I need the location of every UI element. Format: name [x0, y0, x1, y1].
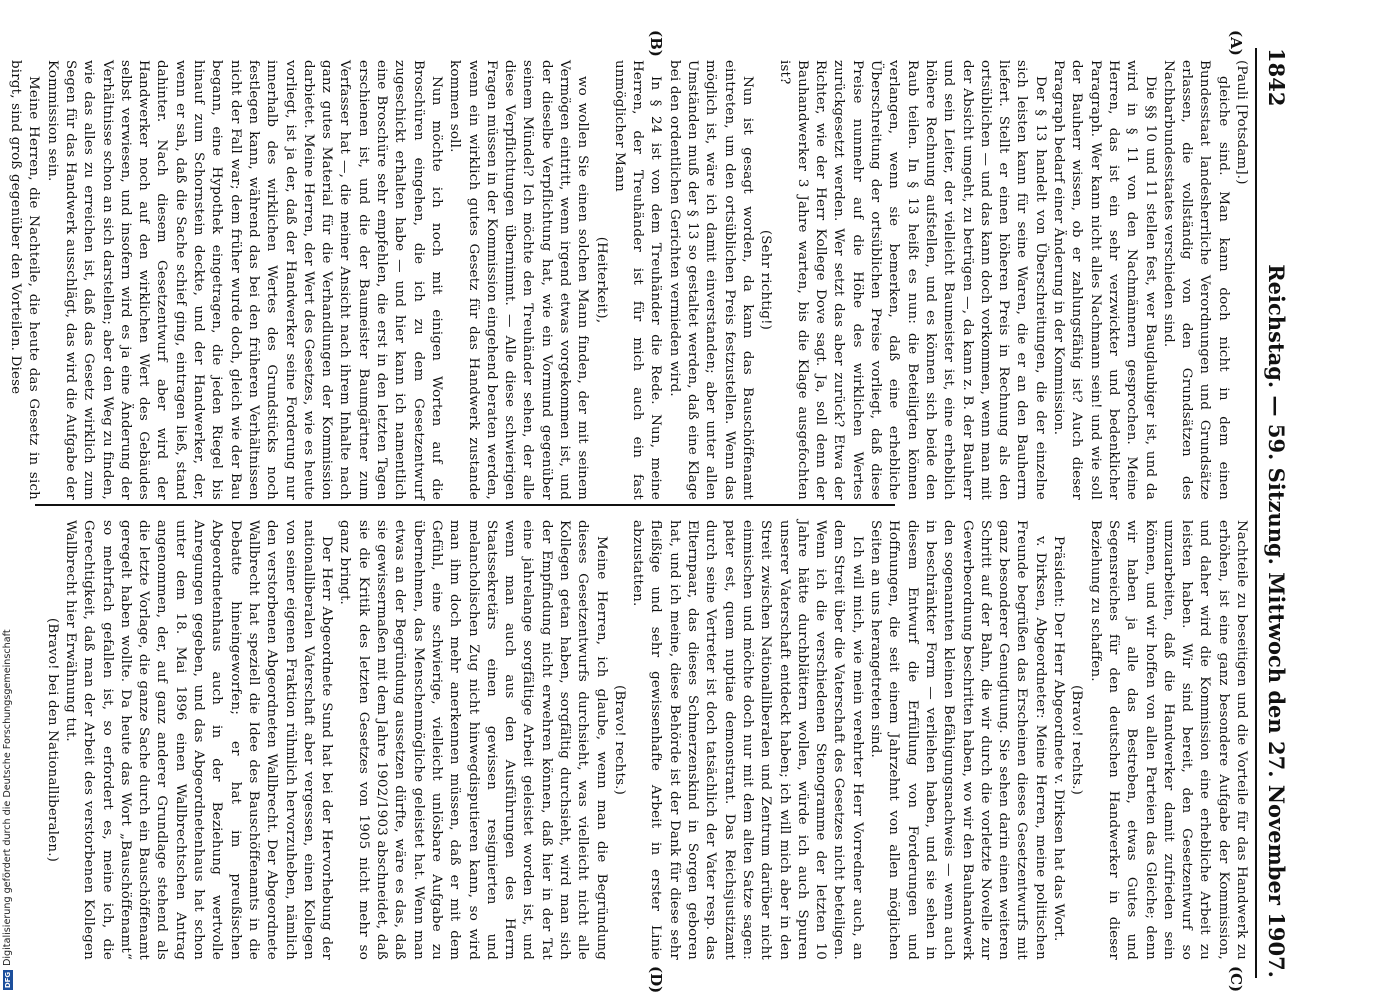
paragraph: In § 24 ist von dem Treuhänder die Rede. Nun, meine Herren, der Treuhänder ist für mich auch ein fast unmöglicher Mann — [611, 60, 664, 500]
paragraph: v. Dirksen, Abgeordneter: Meine Herren, meine politischen Freunde begrüßen das Erscheinen dieses Gesetzentwurfs mit ganz besonderer Genugtuung. Sie sehen darin einen weiteren Schritt auf der Bahn, die wir durch die vorletzte Novelle zur Gewerbeordnung beschritten haben, wo wir den Bauhandwerk den sogenannten kleinen Befähigungsnachweis — wenn auch in beschränkter Form — verliehen haben, und sie sehen in diesem Entwurf die Erfüllung von Forderungen und Hoffnungen, die seit einem Jahrzehnt von allen möglichen Seiten an uns herangetreten sind. — [868, 520, 1048, 960]
interjection: (Bravo! bei den Nationalliberalen.) — [44, 617, 60, 863]
paragraph: Meine Herren, die Nachteile, die heute das Gesetz in sich birgt, sind groß gegenüber den Vorteilen. Diese — [8, 60, 42, 500]
paragraph: wo wollen Sie einen solchen Mann finden, der mit seinem Vermögen eintritt, wenn irgend etwas vorgekommen ist, und der dieselbe Verpflichtung hat, wie ein Vormund gegenüber seinem Mündel? Ich möchte den Treuhänder sehen, der alle diese Verpflichtungen übernimmt. — Alle diese schwierigen Fragen müssen in der Kommission eingehend beraten werden, wenn ein wirklich gutes Gesetz für das Handwerk zustande kommen soll. — [447, 60, 591, 500]
paragraph: Nun ist gesagt worden, da kann das Bauschöffenamt eintreten, um den ortsüblichen Preis festzustellen. Wenn das möglich ist, wäre ich damit einverstanden; aber unter allen Umständen muß der § 13 so gestaltet werden, daß eine Klage bei den ordentlichen Gerichten vermieden wird. — [666, 60, 755, 500]
text-column-right — [35, 520, 1250, 960]
margin-marker-a: (A) — [1227, 30, 1245, 56]
digitization-credit — [2, 629, 13, 990]
text-column-left — [8, 60, 1250, 500]
paragraph: gleiche sind. Man kann doch nicht in dem einen Bundesstaat landesherrliche Verordnungen und Grundsätze erlassen, die vollständig von den Grundsätzen des Nachbarbundesstaates verschieden sind. — [1160, 60, 1231, 500]
margin-marker-d: (D) — [647, 966, 665, 994]
paragraph: (Pauli [Potsdam].) — [1234, 60, 1249, 185]
margin-marker-b: (B) — [647, 30, 665, 57]
margin-marker-c: (C) — [1227, 966, 1245, 993]
paragraph: Nun möchte ich noch mit einigen Worten auf die Broschüren eingehen, die ich zu dem Gesetzentwurf zugeschickt erhalten habe — und hier kann ich namentlich eine Broschüre sehr empfehlen, die erst in den letzten Tagen erschienen ist, und die der Baumeister Baumgärtner zum Verfasser hat —, die meiner Ansicht nach ihrem Inhalte nach ganz gutes Material für die Verhandlungen der Kommission darbietet. Meine Herren, der Wert des Gesetzes, wie es heute vorliegt, ist ja der, daß der Handwerker seine Forderung nur innerhalb des wirklichen Wertes des Grundstücks noch festlegen kann, während das bei den früheren Verhältnissen nicht der Fall war; dem früher wurde doch, gleich wie der Bau begann, eine Hypothek eingetragen, die jeden Riegel bis hinauf zum Schornstein deckte, und der Handwerker, der, wenn er sah, daß die Sache schief ging, eintragen ließ, stand dahinter. Nach diesem Gesetzentwurf aber wird der Handwerker noch auf den wirklichen Wert des Gebäudes selbst verwiesen, und insofern wird es ja eine Änderung der Verhältnisse schon an sich darstellen; aber den Weg zu finden, wie das alles zu erreichen ist, daß das Gesetz wirklich zum Segen für das Handwerk ausschlägt, das wird die Aufgabe der Kommission sein. — [44, 60, 444, 500]
paragraph: Meine Herren, ich glaube, wenn man die Begründung dieses Gesetzentwurfs durchsieht, was vielleicht nicht alle Kollegen getan haben, sorgfältig durchsieht, wird man sich der Empfindung nicht erwehren können, daß hier in der Tat eine jahrelange sorgfältige Arbeit geleistet worden ist, und wenn man auch aus den Ausführungen des Herrn Staatssekretärs einen gewissen resignierten und melancholischen Zug nicht hinwegdisputieren kann, so wird man ihm doch mehr anerkennen müssen, daß er mit dem Gefühl, eine schwierige, vielleicht unlösbare Aufgabe zu übernehmen, das Menschenmögliche geleistet hat. Wenn man etwas an der Begründung aussetzen dürfte, wäre es das, daß sie gewissermaßen mit dem Jahre 1902/1903 abschneidet, daß sie die Kritik des letzten Gesetzes von 1905 nicht mehr so ganz bringt. — [337, 520, 609, 960]
paragraph: Der § 13 handelt von Überschreitungen, die der einzelne sich leisten kann für seine Waren, die er an den Bauherrn liefert. Stellt er einen höheren Preis in Rechnung als den ortsüblichen — und das kann doch vorkommen, wenn man mit der Absicht umgeht, zu betrügen —, da kann z. B. der Bauherr und sein Leiter, der vielleicht Baumeister ist, eine erheblich höhere Rechnung aufstellen, und es können sich beide den Raub teilen. In § 13 heißt es nun: die Beteiligten können verlangen, wenn sie bemerken, daß eine erhebliche Überschreitung der ortsüblichen Preise vorliegt, daß diese Preise nunmehr auf die Höhe des wirklichen Wertes zurückgesetzt werden. Wer setzt das aber zurück? Etwa der Richter, wie der Herr Kollege Dove sagt. Ja, soll denn der Bauhandwerker 3 Jahre warten, bis die Klage ausgefochten ist? — [776, 60, 1048, 500]
credit-text: Digitalisierung gefördert durch die Deutsche Forschungsgemeinschaft — [2, 629, 13, 966]
interjection: (Heiterkeit), — [593, 236, 609, 324]
column-divider — [35, 504, 895, 506]
paragraph: Ich will mich, wie mein verehrter Herr Vorredner auch, an dem Streit über die Vaterschaft des Gesetzes nicht beteiligen. Wenn ich die verschiedenen Stenogramme der letzten 10 Jahre hätte durchblättern wollen, würde ich auch Spuren unserer Vaterschaft entdeckt haben; ich will mich aber in den Streit zwischen Nationalliberalen und Zentrum darüber nicht einmischen und möchte doch nur mit dem alten Satze sagen: pater est, quem nuptiae demonstrant. Das Reichsjustizamt durch seine Vertreter ist doch tatsächlich der Vater resp. das Elternpaar, das dieses Schmerzenskind in Sorgen geboren hat, und ich meine, diese Behörde ist der Dank für diese sehr fleißige und sehr gewissenhafte Arbeit in erster Linie abzustatten. — [630, 520, 865, 960]
paragraph: Präsident: Der Herr Abgeordnete v. Dirksen hat das Wort. — [1051, 536, 1067, 942]
interjection: (Bravo! rechts.) — [1069, 684, 1085, 796]
paragraph: Der Herr Abgeordnete Sund hat bei der Hervorhebung der nationalliberalen Vaterschaft aber vergessen, einen Kollegen von seiner eigenen Fraktion rühmlich hervorzuheben, nämlich den verstorbenen Abgeordneten Wallbrecht. Der Abgeordnete Wallbrecht hat speziell die Idee des Bauschöffenamts in die Debatte hineingeworfen; er hat im preußischen Abgeordnetenhaus auch in der Beziehung wertvolle Anregungen gegeben, und das Abgeordnetenhaus hat schon unter dem 18. Mai 1896 einen Wallbrechtschen Antrag angenommen, der, auf ganz anderer Grundlage stehend als die letzte Vorlage, die ganze Sache durch ein Bauschöffenamt geregelt haben wollte. Da heute das Wort „Bauschöffenamt“ so mehrfach gefallen ist, so erfordert es, meine ich, die Gerechtigkeit, daß man der Arbeit des verstorbenen Kollegen Wallbrecht hier Erwähnung tut. — [63, 520, 335, 960]
page-number: 1842 — [1264, 48, 1290, 107]
interjection: (Bravo! rechts.) — [611, 684, 627, 796]
paragraph: Nachteile zu beseitigen und die Vorteile für das Handwerk zu erhöhen, ist eine ganz besondere Aufgabe der Kommission, und daher wird die Kommission eine erhebliche Arbeit zu leisten haben. Wir sind bereit, den Gesetzentwurf so umzuarbeiten, daß die Handwerker damit zufrieden sein können, und wir hoffen von allen Parteien das Gleiche; denn wir haben ja alle das Bestreben, etwas Gutes und Segensreiches für den deutschen Handwerker in dieser Beziehung zu schaffen. — [1087, 520, 1249, 960]
interjection: (Sehr richtig!) — [758, 229, 774, 331]
page-title: Reichstag. — 59. Sitzung. Mittwoch den 27. November 1907. — [1264, 264, 1290, 978]
paragraph: Die §§ 10 und 11 stellen fest, wer Bauglaubiger ist, und da wird in § 11 von den Nachmännern gesprochen. Meine Herren, das ist ein sehr verzwickter und bedenklicher Paragraph. Wer kann nicht alles Nachmann sein! und wie soll der Bauherr wissen, ob er zahlungsfähig ist? Auch dieser Paragraph bedarf einer Änderung in der Kommission. — [1051, 60, 1158, 500]
running-head — [1255, 48, 1297, 978]
dfg-logo: DFG — [3, 971, 12, 989]
